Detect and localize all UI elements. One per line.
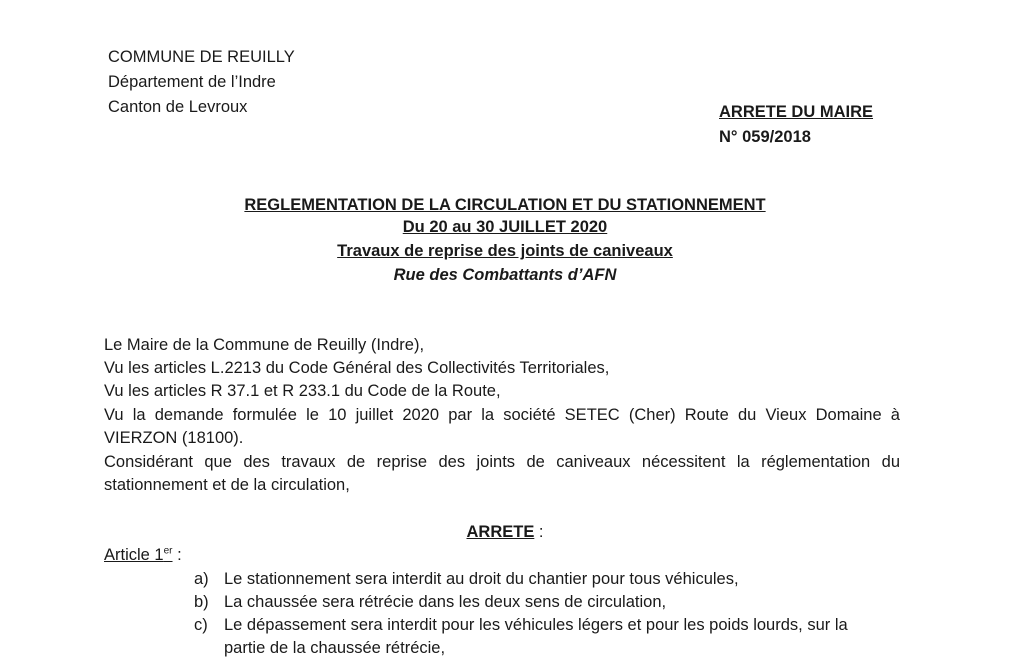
item-text: La chaussée sera rétrécie dans les deux sens de circulation, — [224, 593, 667, 611]
preamble-line: Vu les articles R 37.1 et R 233.1 du Code de la Route, — [104, 382, 501, 400]
item-text: Le stationnement sera interdit au droit du chantier pour tous véhicules, — [224, 570, 739, 588]
subject-line-3 — [0, 240, 1010, 262]
preamble-line: Vu la demande formulée le 10 juillet 2020 par la société SETEC (Cher) Route du Vieux Domaine à — [104, 406, 900, 424]
article-1-item — [194, 568, 739, 590]
item-letter: a) — [194, 570, 209, 588]
departement-name: Département de l’Indre — [108, 73, 276, 91]
decision-suffix: : — [534, 523, 544, 541]
item-text: partie de la chaussée rétrécie, — [224, 639, 446, 657]
arrete-title: ARRETE DU MAIRE — [719, 103, 874, 121]
preamble-line: Le Maire de la Commune de Reuilly (Indre), — [104, 336, 425, 354]
article-1-suffix: : — [172, 546, 182, 564]
subject-dates: Du 20 au 30 JUILLET 2020 — [402, 218, 608, 236]
subject-regulation: REGLEMENTATION DE LA CIRCULATION ET DU STATIONNEMENT — [244, 196, 766, 214]
subject-street: Rue des Combattants d’AFN — [393, 266, 617, 284]
article-1-sup: er — [163, 545, 173, 557]
article-1-label-text: Article 1 — [104, 546, 164, 564]
subject-line-2 — [0, 216, 1010, 238]
arrete-number: N° 059/2018 — [719, 128, 811, 146]
article-1-heading — [104, 544, 182, 566]
item-letter: c) — [194, 616, 208, 634]
preamble-line: stationnement et de la circulation, — [104, 476, 350, 494]
decision-label: ARRETE — [466, 523, 535, 541]
article-1-label — [104, 546, 173, 564]
preamble-line: VIERZON (18100). — [104, 429, 244, 447]
subject-line-1 — [0, 194, 1010, 216]
preamble-line: Considérant que des travaux de reprise des joints de caniveaux nécessitent la réglementation du — [104, 453, 900, 471]
item-text: Le dépassement sera interdit pour les véhicules légers et pour les poids lourds, sur la — [224, 616, 848, 634]
canton-name: Canton de Levroux — [108, 98, 248, 116]
decision-heading — [0, 521, 1010, 543]
item-letter: b) — [194, 593, 209, 611]
article-1-item — [194, 591, 666, 613]
preamble-line: Vu les articles L.2213 du Code Général des Collectivités Territoriales, — [104, 359, 610, 377]
commune-name: COMMUNE DE REUILLY — [108, 48, 295, 66]
article-1-item — [194, 614, 900, 636]
article-1-item — [194, 637, 445, 659]
subject-works: Travaux de reprise des joints de caniveaux — [337, 242, 673, 260]
